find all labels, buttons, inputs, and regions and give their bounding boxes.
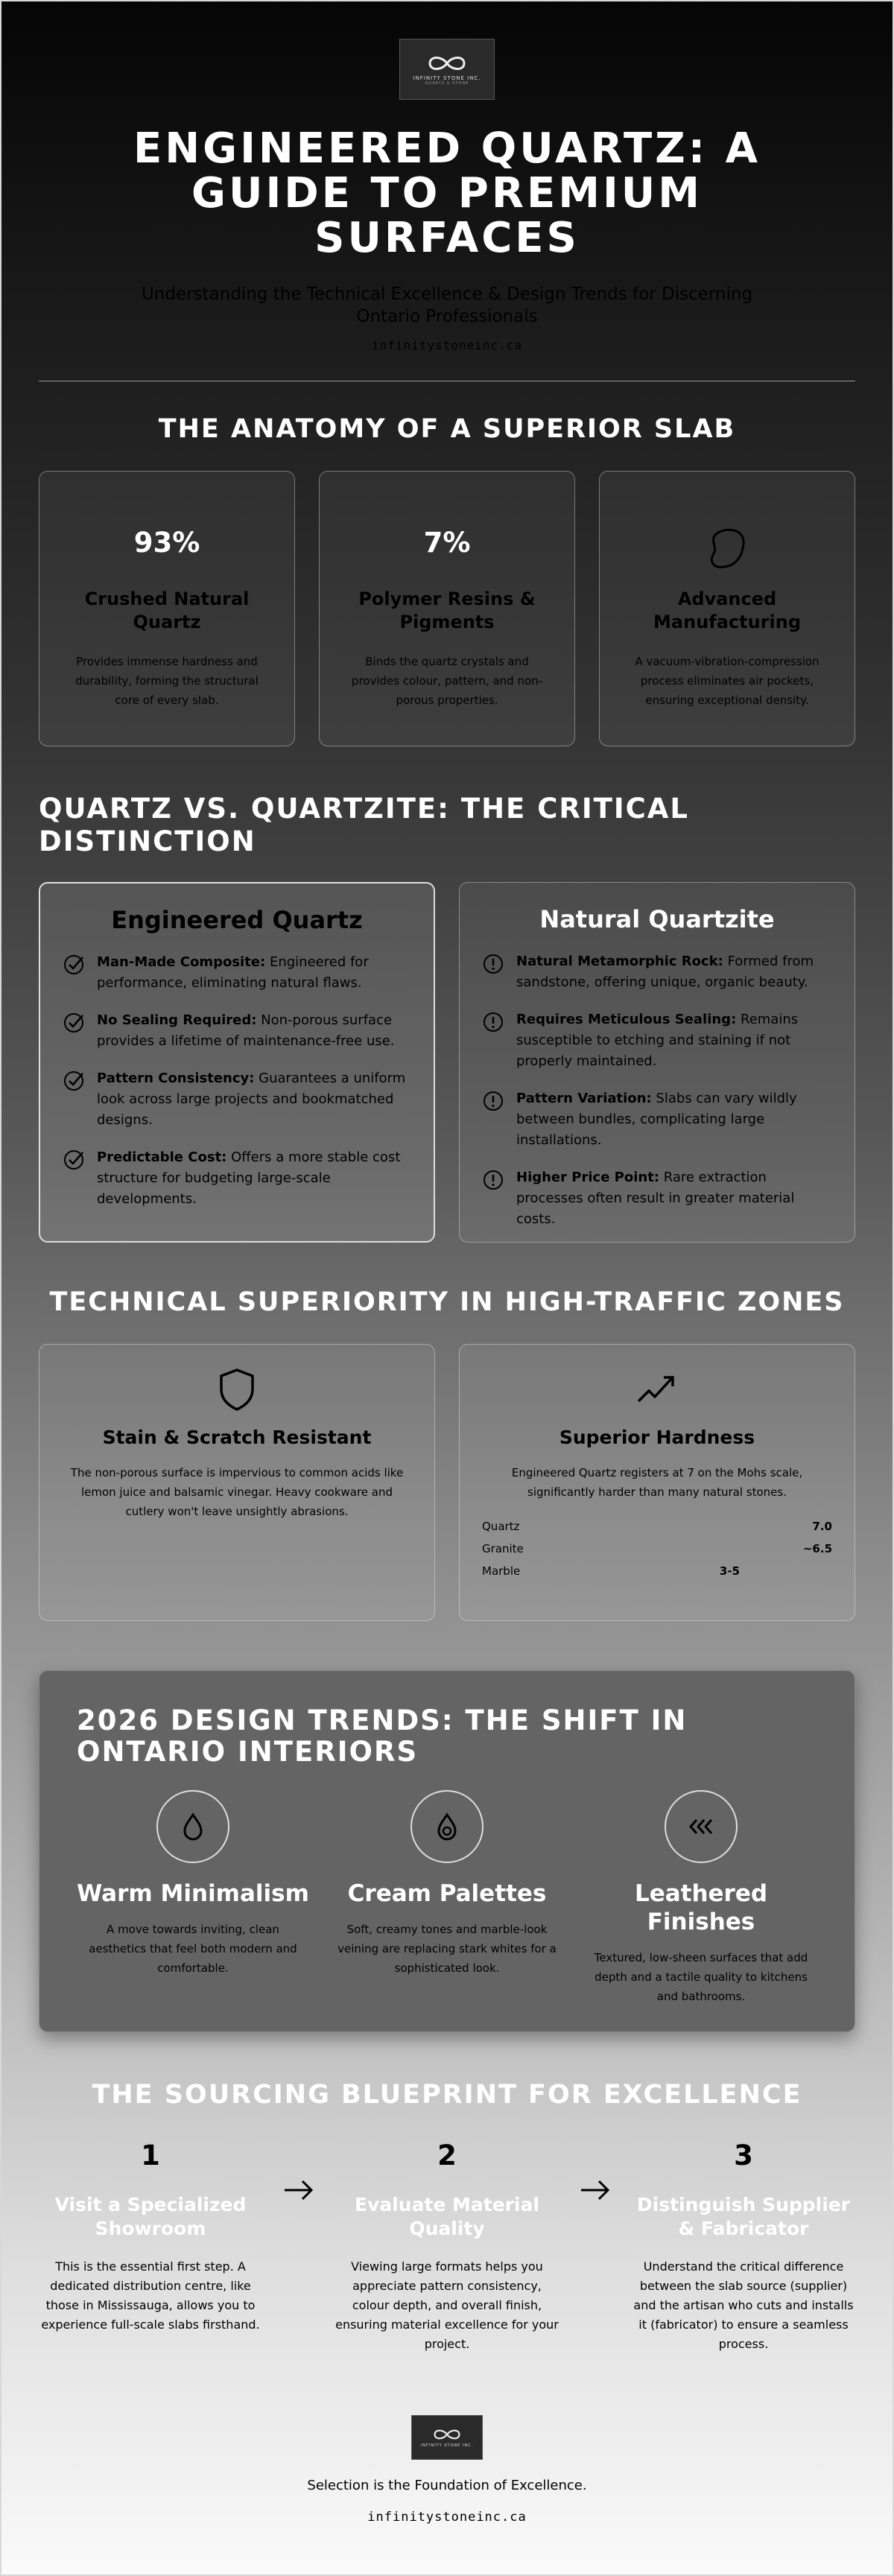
anatomy-section-title: THE ANATOMY OF A SUPERIOR SLAB: [158, 414, 736, 444]
check-circle-icon: [63, 954, 86, 979]
blob-icon: [622, 527, 832, 564]
item-bold: No Sealing Required:: [97, 1012, 257, 1028]
material-value: ~6.5: [802, 1542, 832, 1555]
anatomy-cards: [39, 471, 855, 746]
card-heading: Advanced Manufacturing: [653, 589, 801, 632]
check-circle-icon: [63, 1149, 86, 1174]
natural-quartzite-card: [459, 882, 855, 1243]
card-text: Provides immense hardness and durability, forming the structural core of every slab.: [75, 655, 259, 707]
droplet-icon: [156, 1790, 229, 1863]
stat-value: 93%: [133, 527, 200, 559]
stain-resistant-card: [39, 1344, 435, 1621]
sourcing-steps: [39, 2139, 855, 2354]
material-value: 3-5: [719, 1564, 740, 1578]
card-text: A vacuum-vibration-compression process eliminates air pockets, ensuring exceptional density.: [635, 655, 820, 707]
item-bold: Predictable Cost:: [97, 1149, 227, 1165]
page-subtitle: Understanding the Technical Excellence & Design Trends for Discerning Ontario Professionals: [141, 285, 753, 326]
trend-item: [585, 1790, 817, 2006]
trending-up-icon: [482, 1367, 832, 1415]
arrow-right-icon: [282, 2175, 316, 2208]
logo-text: INFINITY STONE INC.: [413, 75, 481, 81]
table-row: [482, 1520, 832, 1533]
trend-item: [77, 1790, 309, 2006]
anatomy-card-manufacturing: [599, 471, 855, 746]
list-item: [63, 952, 411, 994]
trend-text: Soft, creamy tones and marble-look veining are replacing stark whites for a sophisticated look.: [337, 1923, 557, 1975]
stat-value: 7%: [423, 527, 471, 559]
sourcing-section-title: THE SOURCING BLUEPRINT FOR EXCELLENCE: [92, 2080, 802, 2110]
tech-section-title: TECHNICAL SUPERIORITY IN HIGH-TRAFFIC ZONES: [49, 1287, 845, 1317]
list-item: [482, 1088, 832, 1151]
footer-logo: [411, 2415, 483, 2460]
item-bold: Requires Meticulous Sealing:: [516, 1012, 737, 1027]
trend-columns: [77, 1790, 817, 2006]
step-number: 2: [437, 2139, 457, 2171]
card-text: Engineered Quartz registers at 7 on the Mohs scale, significantly harder than many natural stones.: [511, 1466, 803, 1499]
card-text: The non-porous surface is impervious to common acids like lemon juice and balsamic vinegar. Heavy cookware and cutlery won't leave unsightly abrasions.: [70, 1466, 404, 1518]
anatomy-card-quartz: [39, 471, 295, 746]
card-text: Binds the quartz crystals and provides colour, pattern, and non-porous properties.: [351, 655, 543, 707]
trends-section-title: 2026 DESIGN TRENDS: THE SHIFT IN ONTARIO INTERIORS: [77, 1704, 688, 1768]
alert-circle-icon: [482, 1011, 506, 1036]
card-heading: Superior Hardness: [559, 1427, 755, 1448]
table-row: [482, 1564, 832, 1578]
anatomy-card-resins: [319, 471, 575, 746]
item-bold: Man-Made Composite:: [97, 954, 266, 970]
step-heading: Visit a Specialized Showroom: [54, 2194, 247, 2239]
card-heading: Polymer Resins & Pigments: [358, 589, 536, 632]
table-row: [482, 1542, 832, 1555]
trend-text: Textured, low-sheen surfaces that add depth and a tactile quality to kitchens and bathrooms.: [594, 1951, 808, 2003]
step-text: This is the essential first step. A dedicated distribution centre, like those in Mississauga, allows you to experience full-scale slabs firsthand.: [41, 2259, 260, 2332]
list-item: [63, 1068, 411, 1131]
logo-subtext: QUARTZ & STONE: [425, 81, 469, 86]
footer: [39, 2415, 855, 2525]
step-heading: Distinguish Supplier & Fabricator: [636, 2194, 851, 2239]
vs-cards: [39, 882, 855, 1243]
item-text: Engineered for performance, eliminating natural flaws.: [97, 954, 369, 991]
step-number: 3: [734, 2139, 753, 2171]
list-item: [482, 951, 832, 993]
trend-heading: Leathered Finishes: [634, 1880, 768, 1935]
step-item: [335, 2139, 559, 2354]
footer-website-url[interactable]: infinitystoneinc.ca: [367, 2510, 527, 2525]
brand-logo: [399, 39, 495, 100]
card-heading: Crushed Natural Quartz: [84, 589, 250, 632]
vs-section-title: QUARTZ VS. QUARTZITE: THE CRITICAL DISTINCTION: [39, 793, 689, 857]
card-heading: Stain & Scratch Resistant: [102, 1427, 372, 1448]
item-bold: Pattern Consistency:: [97, 1070, 255, 1086]
content-wrapper: [39, 39, 855, 2525]
item-text: Offers a more stable cost structure for budgeting large-scale developments.: [97, 1149, 401, 1207]
item-text: Formed from sandstone, offering unique, organic beauty.: [516, 954, 814, 990]
hardness-table: [482, 1520, 832, 1578]
step-number: 1: [141, 2139, 160, 2171]
material-name: Granite: [482, 1542, 524, 1555]
list-item: [63, 1147, 411, 1210]
step-heading: Evaluate Material Quality: [354, 2194, 540, 2239]
design-trends-panel: [39, 1670, 855, 2032]
check-circle-icon: [63, 1070, 86, 1095]
arrow-right-icon: [578, 2175, 612, 2208]
tech-cards: [39, 1344, 855, 1621]
infinity-logo-icon: [421, 53, 473, 74]
infinity-logo-icon: [428, 2427, 466, 2442]
footer-tagline: Selection is the Foundation of Excellence.: [307, 2478, 587, 2493]
item-bold: Pattern Variation:: [516, 1091, 652, 1106]
list-item: [482, 1167, 832, 1230]
step-item: [632, 2139, 855, 2354]
check-circle-icon: [63, 1012, 86, 1037]
list-item: [482, 1009, 832, 1072]
alert-circle-icon: [482, 953, 506, 978]
palette-drop-icon: [410, 1790, 484, 1863]
material-name: Marble: [482, 1564, 521, 1578]
trend-heading: Cream Palettes: [347, 1880, 547, 1907]
item-bold: Higher Price Point:: [516, 1170, 660, 1185]
step-text: Understand the critical difference between the slab source (supplier) and the artisan who cuts and installs it (fabricator) to ensure a seamless process.: [633, 2259, 854, 2351]
item-text: Guarantees a uniform look across large projects and bookmatched designs.: [97, 1070, 406, 1128]
hardness-card: [459, 1344, 855, 1621]
trend-text: A move towards inviting, clean aesthetics that feel both modern and comfortable.: [89, 1923, 297, 1975]
chevrons-left-icon: [665, 1790, 738, 1863]
shield-icon: [62, 1367, 412, 1415]
alert-circle-icon: [482, 1090, 506, 1115]
list-item: [63, 1010, 411, 1052]
step-item: [39, 2139, 262, 2335]
material-name: Quartz: [482, 1520, 520, 1533]
card-heading: Natural Quartzite: [539, 905, 775, 933]
trend-heading: Warm Minimalism: [77, 1880, 309, 1907]
item-text: Rare extraction processes often result in greater material costs.: [516, 1170, 795, 1227]
item-text: Slabs can vary wildly between bundles, complicating large installations.: [516, 1091, 797, 1148]
page-title: ENGINEERED QUARTZ: A GUIDE TO PREMIUM SURFACES: [133, 124, 761, 262]
alert-circle-icon: [482, 1169, 506, 1194]
logo-text: INFINITY STONE INC.: [420, 2443, 474, 2448]
item-bold: Natural Metamorphic Rock:: [516, 954, 723, 969]
material-value: 7.0: [812, 1520, 832, 1533]
website-url[interactable]: infinitystoneinc.ca: [371, 338, 523, 352]
engineered-quartz-card: [39, 882, 435, 1243]
step-text: Viewing large formats helps you appreciate pattern consistency, colour depth, and overall finish, ensuring material excellence for your project.: [335, 2259, 559, 2351]
trend-item: [331, 1790, 563, 2006]
card-heading: Engineered Quartz: [111, 906, 363, 934]
item-text: Non-porous surface provides a lifetime of maintenance-free use.: [97, 1012, 395, 1049]
item-text: Remains susceptible to etching and staining if not properly maintained.: [516, 1012, 799, 1069]
